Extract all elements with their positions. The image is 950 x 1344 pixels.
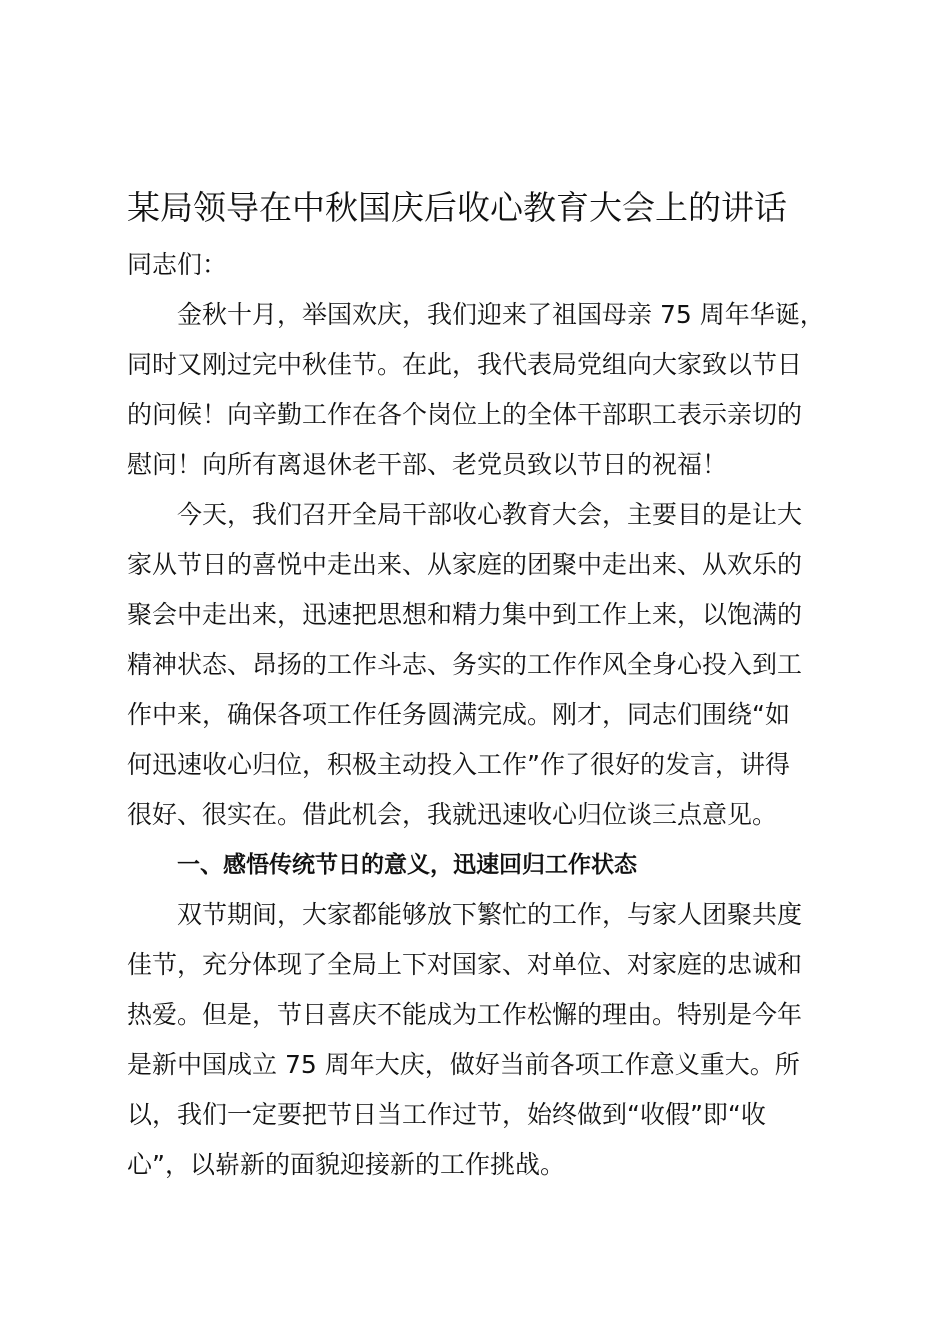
document-title: 某局领导在中秋国庆后收心教育大会上的讲话 <box>127 188 787 227</box>
paragraph-line: 金秋十月，举国欢庆，我们迎来了祖国母亲 75 周年华诞， <box>177 300 825 329</box>
paragraph-line: 聚会中走出来，迅速把思想和精力集中到工作上来，以饱满的 <box>127 600 803 629</box>
paragraph-line: 家从节日的喜悦中走出来、从家庭的团聚中走出来、从欢乐的 <box>127 550 803 579</box>
paragraph-line: 佳节，充分体现了全局上下对国家、对单位、对家庭的忠诚和 <box>127 950 803 979</box>
paragraph-section-one <box>127 890 833 1190</box>
section-heading: 一、感悟传统节日的意义，迅速回归工作状态 <box>177 852 637 878</box>
paragraph-line: 何迅速收心归位，积极主动投入工作”作了很好的发言，讲得 <box>127 750 790 779</box>
paragraph-line: 以，我们一定要把节日当工作过节，始终做到“收假”即“收 <box>127 1100 766 1129</box>
paragraph-line: 慰问！向所有离退休老干部、老党员致以节日的祝福！ <box>127 450 728 479</box>
paragraph-line: 是新中国成立 75 周年大庆，做好当前各项工作意义重大。所 <box>127 1050 800 1079</box>
document-body <box>127 176 833 1190</box>
paragraph-line: 精神状态、昂扬的工作斗志、务实的工作作风全身心投入到工 <box>127 650 803 679</box>
paragraph-purpose <box>127 490 833 840</box>
paragraph-line: 很好、很实在。借此机会，我就迅速收心归位谈三点意见。 <box>127 800 778 829</box>
paragraph-greeting <box>127 290 833 490</box>
paragraph-line: 热爱。但是，节日喜庆不能成为工作松懈的理由。特别是今年 <box>127 1000 803 1029</box>
paragraph-line: 心”，以崭新的面貌迎接新的工作挑战。 <box>127 1150 565 1179</box>
paragraph-line: 作中来，确保各项工作任务圆满完成。刚才，同志们围绕“如 <box>127 700 790 729</box>
paragraph-line: 双节期间，大家都能够放下繁忙的工作，与家人团聚共度 <box>177 900 803 929</box>
salutation: 同志们： <box>127 250 228 279</box>
paragraph-line: 的问候！向辛勤工作在各个岗位上的全体干部职工表示亲切的 <box>127 400 803 429</box>
paragraph-line: 今天，我们召开全局干部收心教育大会，主要目的是让大 <box>177 500 803 529</box>
paragraph-line: 同时又刚过完中秋佳节。在此，我代表局党组向大家致以节日 <box>127 350 803 379</box>
